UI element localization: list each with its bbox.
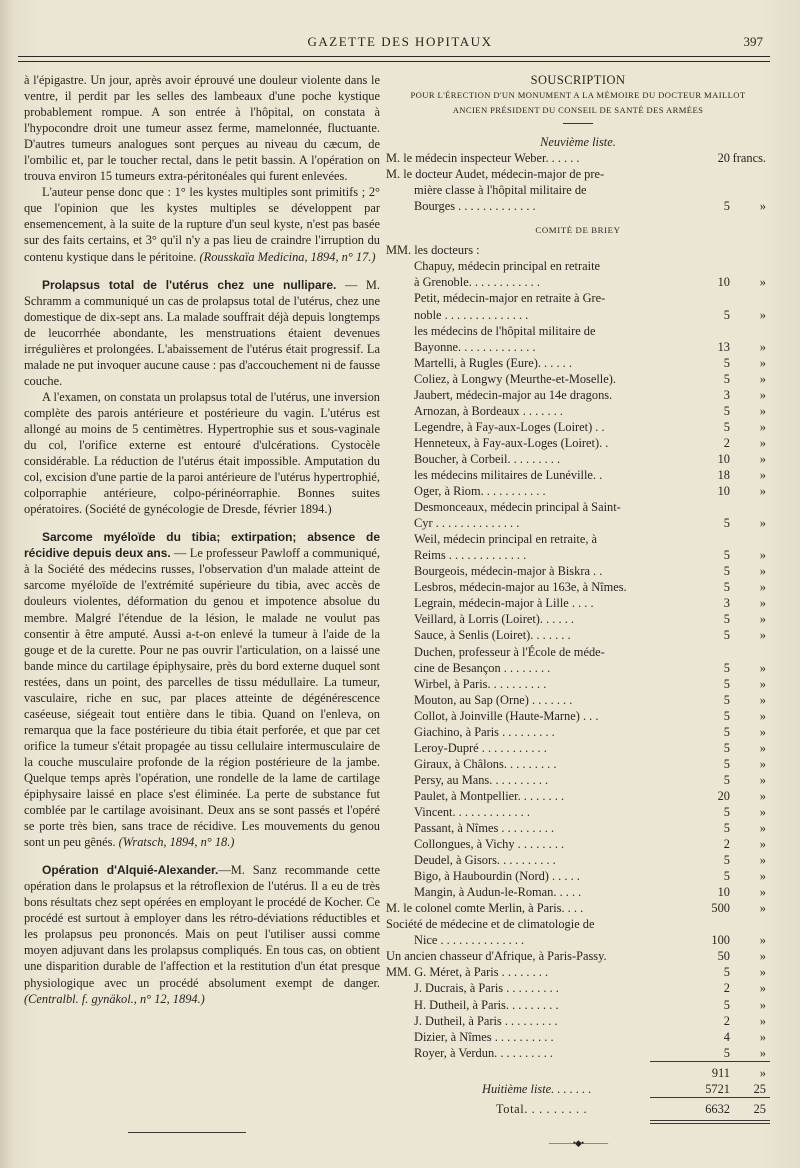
- amount: 4: [723, 1029, 730, 1044]
- subscriber-name: Duchen, professeur à l'École de méde-: [414, 644, 605, 659]
- subscriber-row: [386, 708, 770, 724]
- unit: »: [759, 901, 766, 916]
- subscriber-row: [386, 531, 770, 547]
- amount: 5: [723, 355, 730, 370]
- article-prolapsus: [24, 277, 380, 389]
- amount: 5: [723, 740, 730, 755]
- subscriber-name: MM. G. Méret, à Paris . . . . . . . .: [386, 965, 549, 980]
- list-title: Neuvième liste.: [540, 135, 616, 150]
- article-title: Sarcome myéloïde du tibia; extirpation; absence de récidive depuis deux ans.: [24, 530, 380, 561]
- amount: 10: [717, 275, 730, 290]
- unit: »: [759, 596, 766, 611]
- page-number: 397: [743, 34, 763, 49]
- subscription-title: SOUSCRIPTION: [530, 73, 626, 87]
- unit: »: [759, 933, 766, 948]
- amount: 6632: [705, 1101, 730, 1116]
- amount: 10: [717, 451, 730, 466]
- subscriber-name: Cyr . . . . . . . . . . . . . .: [414, 516, 520, 531]
- unit: »: [759, 516, 766, 531]
- subscriber-row: [386, 676, 770, 692]
- header-rule: [18, 56, 770, 62]
- subscription-subtitle-2: ANCIEN PRÉSIDENT DU CONSEIL DE SANTÉ DES ARMÉES: [452, 105, 704, 116]
- amount: 50: [717, 949, 730, 964]
- amount: 20: [717, 151, 730, 166]
- unit: »: [759, 821, 766, 836]
- unit: »: [759, 199, 766, 214]
- subscriber-name: Veillard, à Lorris (Loiret). . . . . .: [414, 612, 574, 627]
- subscriber-name: Lesbros, médecin-major au 163e, à Nîmes.: [414, 580, 627, 595]
- subscriber-row: [386, 307, 770, 323]
- subscriber-row: [386, 387, 770, 403]
- unit: »: [759, 853, 766, 868]
- amount: 5: [723, 1045, 730, 1060]
- amount: 5: [723, 403, 730, 418]
- amount: 20: [717, 788, 730, 803]
- subscriber-row: [386, 323, 770, 339]
- double-rule: [386, 1117, 770, 1127]
- subscriber-name: Bourgeois, médecin-major à Biskra . .: [414, 564, 603, 579]
- amount: 18: [717, 467, 730, 482]
- unit: »: [759, 949, 766, 964]
- subscriber-name: Arnozan, à Bordeaux . . . . . . .: [414, 403, 563, 418]
- subscriber-name: M. le médecin inspecteur Weber. . . . . .: [386, 151, 580, 166]
- subscription-subtitle: POUR L'ÉRECTION D'UN MONUMENT A LA MÉMOIRE DU DOCTEUR MAILLOT: [410, 90, 746, 101]
- subscriber-row: [386, 740, 770, 756]
- unit: »: [759, 981, 766, 996]
- subscriber-name: Jaubert, médecin-major au 14e dragons.: [414, 387, 613, 402]
- amount: 5: [723, 756, 730, 771]
- subscriber-name: mière classe à l'hôpital militaire de: [414, 183, 587, 198]
- right-column: [386, 72, 770, 1151]
- subscriber-name: les médecins de l'hôpital militaire de: [414, 323, 596, 338]
- subscriber-name: Legendre, à Fay-aux-Loges (Loiret) . .: [414, 419, 605, 434]
- amount: 5: [723, 419, 730, 434]
- subscriber-row: [386, 900, 770, 916]
- subscriber-row: [386, 1045, 770, 1061]
- subscriber-row: [386, 355, 770, 371]
- subscriber-row: [386, 150, 770, 166]
- amount: 5: [723, 724, 730, 739]
- amount: 500: [711, 901, 730, 916]
- subscriber-row: [386, 579, 770, 595]
- amount: 5: [723, 853, 730, 868]
- unit: »: [759, 724, 766, 739]
- subscriber-name: Persy, au Mans. . . . . . . . . .: [414, 772, 549, 787]
- unit: »: [759, 772, 766, 787]
- left-column: [24, 72, 380, 1007]
- subscriber-row: [386, 852, 770, 868]
- subscriber-name: Mouton, au Sap (Orne) . . . . . . .: [414, 692, 573, 707]
- subscriber-name: les médecins militaires de Lunéville. .: [414, 467, 603, 482]
- subscriber-row: [386, 932, 770, 948]
- subscriber-row: [386, 467, 770, 483]
- amount: 5: [723, 997, 730, 1012]
- amount: 5: [723, 548, 730, 563]
- subscriber-list-top: [386, 150, 770, 214]
- subscriber-row: [386, 198, 770, 214]
- unit: 25: [753, 1101, 766, 1116]
- subscriber-name: Wirbel, à Paris. . . . . . . . . .: [414, 676, 547, 691]
- unit: »: [759, 869, 766, 884]
- unit: »: [759, 997, 766, 1012]
- amount: 5: [723, 676, 730, 691]
- subscriber-name: Desmonceaux, médecin principal à Saint-: [414, 500, 621, 515]
- amount: 10: [717, 484, 730, 499]
- subscriber-row: [386, 258, 770, 274]
- subscriber-name: Henneteux, à Fay-aux-Loges (Loiret). .: [414, 435, 609, 450]
- amount: 5: [723, 708, 730, 723]
- paragraph-kystes-end: à l'épigastre. Un jour, après avoir éprouvé une douleur violente dans le ventre, il perdit par les selles des lambeaux d'une poche kystique probablement rompue. A son entrée à l'hôpital, on constata à l'hypocondre droit une tumeur assez ferme, mamelonnée, fluctuante. D'autres tumeurs analogues sont perçues au niveau du cæcum, de l'ombilic et, par le toucher rectal, dans le petit bassin. A l'opération on trouva environ 15 tumeurs extra-péritonéales qui furent enlevées.: [24, 73, 380, 184]
- unit: »: [759, 467, 766, 482]
- amount: 5: [723, 612, 730, 627]
- subscriber-name: Oger, à Riom. . . . . . . . . . .: [414, 484, 546, 499]
- subscriber-row: [386, 692, 770, 708]
- amount: 5721: [705, 1081, 730, 1096]
- unit: »: [759, 740, 766, 755]
- paragraph-text: L'auteur pense donc que : 1° les kystes multiples sont primitifs ; 2° que l'opinion que les kystes multiples se développent par ensemencement, à la suite de la rupture d'un seul kyste, n'est pas basée sur des faits certains, et 3° qu'il n'y a pas lieu de craindre l'irruption du contenu kystique dans le péritoine.: [24, 185, 380, 264]
- subscriber-row: [386, 660, 770, 676]
- column-end-rule: [128, 1132, 246, 1133]
- subscriber-name: Giachino, à Paris . . . . . . . . .: [414, 724, 555, 739]
- unit: »: [759, 885, 766, 900]
- subscriber-name: Un ancien chasseur d'Afrique, à Paris-Passy.: [386, 949, 607, 964]
- subscriber-name: Bigo, à Haubourdin (Nord) . . . . .: [414, 869, 580, 884]
- label: Total. . . . . . . . .: [496, 1101, 588, 1116]
- subscriber-row: [386, 547, 770, 563]
- subscriber-row: [386, 916, 770, 932]
- paragraph-conclusions: [24, 184, 380, 264]
- unit: »: [759, 339, 766, 354]
- subscriber-row: [386, 166, 770, 182]
- subscriber-name: Paulet, à Montpellier. . . . . . . .: [414, 788, 565, 803]
- amount: 5: [723, 628, 730, 643]
- unit: »: [759, 403, 766, 418]
- amount: 5: [723, 692, 730, 707]
- unit: »: [759, 307, 766, 322]
- reference: (Rousskaïa Medicina, 1894, n° 17.): [199, 249, 376, 264]
- unit: »: [759, 1029, 766, 1044]
- subscriber-row: [386, 339, 770, 355]
- subscriber-row: [386, 371, 770, 387]
- subscriber-name: Mangin, à Audun-le-Roman. . . . .: [414, 885, 582, 900]
- subscriber-row: [386, 644, 770, 660]
- subscriber-name: H. Dutheil, à Paris. . . . . . . . .: [414, 997, 559, 1012]
- amount: 5: [723, 564, 730, 579]
- unit: »: [759, 965, 766, 980]
- amount: 5: [723, 821, 730, 836]
- subscriber-row: [386, 868, 770, 884]
- unit: »: [759, 387, 766, 402]
- subscriber-row: [386, 419, 770, 435]
- amount: 5: [723, 965, 730, 980]
- article-alquie: [24, 862, 380, 1006]
- label: Huitième liste. . . . . . .: [482, 1081, 592, 1096]
- subscriber-row: [386, 182, 770, 198]
- total-row: [386, 1101, 770, 1117]
- article-text: — Le professeur Pawloff a communiqué, à la Société des médecins russes, l'observation d'un malade atteint de sarcome myéloïde de l'extrémité supérieure du tibia, avec accès de douleurs violentes, déformation du genou et impotence absolue du membre. Malgré l'étendue de la lésion, le malade ne voulut pas consentir à être amputé. Aussi a-t-on enlevé la tumeur à l'aide de la gouge et de la curette. Pour ne pas ouvrir l'articulation, on a laissé une bande mince du cartilage épiphysaire, près du bord externe duquel sont restées, dans un point, des parcelles de tissu médullaire. La tumeur, vasculaire, riche en suc, par places atteinte de dégénérescence caséeuse, siégeait tout entière dans le tibia. Quand on l'enleva, on remarqua que la face postérieure du tibia était perforée, et que par cet orifice la tumeur s'était propagée au tissu cellulaire intermusculaire de la couche musculaire profonde de la région postérieure de la jambe. Quelque temps après l'opération, une rondelle de la lame de cartilage épiphysaire laissé en place s'est éliminée. La perte de substance fut comblée par le cartilage avoisinant. Deux ans se sont passés et l'opéré se porte très bien, sans trace de récidive. Les mouvements du genou sont un peu gênés.: [24, 546, 380, 850]
- amount: 5: [723, 580, 730, 595]
- subscriber-name: Collot, à Joinville (Haute-Marne) . . .: [414, 708, 599, 723]
- subscriber-name: cine de Besançon . . . . . . . .: [414, 660, 551, 675]
- unit: »: [759, 419, 766, 434]
- unit: francs.: [732, 151, 766, 166]
- subscriber-name: MM. les docteurs :: [386, 243, 480, 258]
- amount: 2: [723, 837, 730, 852]
- subscriber-row: [386, 997, 770, 1013]
- subscriber-name: Dizier, à Nîmes . . . . . . . . . .: [414, 1029, 554, 1044]
- subscriber-name: Vincent. . . . . . . . . . . . .: [414, 804, 530, 819]
- amount: 5: [723, 869, 730, 884]
- subscriber-row: [386, 563, 770, 579]
- subscriber-row: [386, 627, 770, 643]
- article-title: Prolapsus total de l'utérus chez une nullipare.: [42, 277, 337, 292]
- committee-heading: COMITÉ DE BRIEY: [535, 225, 621, 236]
- reference: (Centralbl. f. gynäkol., n° 12, 1894.): [24, 991, 205, 1006]
- subscriber-name: Martelli, à Rugles (Eure). . . . . .: [414, 355, 572, 370]
- unit: »: [759, 275, 766, 290]
- unit: »: [759, 756, 766, 771]
- unit: »: [759, 837, 766, 852]
- subscriber-row: [386, 980, 770, 996]
- unit: »: [759, 564, 766, 579]
- subscriber-row: [386, 403, 770, 419]
- amount: 911: [711, 1065, 730, 1080]
- subscriber-row: [386, 836, 770, 852]
- subscriber-list-briey: [386, 242, 770, 1060]
- amount: 10: [717, 885, 730, 900]
- unit: »: [759, 1045, 766, 1060]
- subscriber-row: [386, 884, 770, 900]
- subscriber-name: Bayonne. . . . . . . . . . . . .: [414, 339, 536, 354]
- article-text: — M. Schramm a communiqué un cas de prolapsus total de l'utérus, chez une domestique de dix-sept ans. La malade souffrait déjà depuis longtemps de leucorrhée abondante, les menstruations étaient devenues irrégulières et prolongées. L'abaissement de l'utérus était progressif. La malade ne put invoquer aucune cause : pas d'accouchement ni de fausse couche.: [24, 277, 381, 388]
- amount: 5: [723, 371, 730, 386]
- amount: 2: [723, 1013, 730, 1028]
- subscriber-row: [386, 724, 770, 740]
- subscriber-row: [386, 1013, 770, 1029]
- journal-title: GAZETTE DES HOPITAUX: [307, 34, 493, 49]
- subscriber-name: Weil, médecin principal en retraite, à: [414, 532, 598, 547]
- unit: »: [759, 548, 766, 563]
- unit: »: [759, 451, 766, 466]
- amount: 3: [723, 596, 730, 611]
- unit: »: [759, 804, 766, 819]
- subscriber-name: J. Ducrais, à Paris . . . . . . . . .: [414, 981, 559, 996]
- amount: 5: [723, 307, 730, 322]
- subscriber-name: Deudel, à Gisors. . . . . . . . . .: [414, 853, 556, 868]
- subscriber-name: Leroy-Dupré . . . . . . . . . . .: [414, 740, 547, 755]
- unit: »: [759, 355, 766, 370]
- subscriber-row: [386, 804, 770, 820]
- subscriber-name: Sauce, à Senlis (Loiret). . . . . . .: [414, 628, 571, 643]
- subscriber-row: [386, 772, 770, 788]
- amount: 5: [723, 660, 730, 675]
- paragraph-examen: A l'examen, on constata un prolapsus total de l'utérus, une inversion complète des parois antérieure et postérieure du vagin. L'utérus est allongé au moins de 5 centimètres. Hypertrophie sus et sous-vaginale du col, l'orifice externe est entouré d'ulcérations. Cystocèle considérable. La réduction de l'utérus était impossible. Amputation du col, excision d'une partie de la paroi antérieure de l'utérus hypertrophié, colporraphie antérieure, colpo-périnéorraphie. Bonnes suites opératoires. (Société de gynécologie de Dresde, février 1894.): [24, 389, 380, 517]
- unit: »: [759, 708, 766, 723]
- amount: 5: [723, 804, 730, 819]
- amount: 100: [711, 933, 730, 948]
- subscriber-row: [386, 756, 770, 772]
- subscriber-row: [386, 515, 770, 531]
- subscriber-name: Nice . . . . . . . . . . . . . .: [414, 933, 525, 948]
- amount: 2: [723, 435, 730, 450]
- article-title: Opération d'Alquié-Alexander.: [42, 863, 219, 878]
- previous-list-row: [386, 1081, 770, 1097]
- amount: 3: [723, 387, 730, 402]
- subscriber-row: [386, 611, 770, 627]
- subscriber-row: [386, 499, 770, 515]
- subscriber-row: [386, 274, 770, 290]
- unit: »: [759, 676, 766, 691]
- unit: »: [759, 484, 766, 499]
- amount: 5: [723, 199, 730, 214]
- amount: 2: [723, 981, 730, 996]
- subscriber-name: M. le docteur Audet, médecin-major de pre-: [386, 167, 605, 182]
- unit: »: [759, 788, 766, 803]
- subscriber-row: [386, 242, 770, 258]
- subscriber-row: [386, 483, 770, 499]
- article-sarcome: [24, 529, 380, 850]
- subscriber-row: [386, 451, 770, 467]
- amount: 13: [717, 339, 730, 354]
- subscriber-name: Chapuy, médecin principal en retraite: [414, 259, 601, 274]
- subscriber-name: à Grenoble. . . . . . . . . . . .: [414, 275, 540, 290]
- subscriber-row: [386, 290, 770, 306]
- unit: »: [759, 371, 766, 386]
- subscriber-name: Passant, à Nîmes . . . . . . . . .: [414, 821, 555, 836]
- subscriber-name: Bourges . . . . . . . . . . . . .: [414, 199, 536, 214]
- subscriber-name: Coliez, à Longwy (Meurthe-et-Moselle).: [414, 371, 616, 386]
- amount: 5: [723, 772, 730, 787]
- ornament: ———•◆•———: [548, 1137, 608, 1148]
- subscriber-row: [386, 595, 770, 611]
- article-text: —M. Sanz recommande cette opération dans le prolapsus et la rétroflexion de l'utérus. Il a eu de très bons résultats chez sept opérées en employant le procédé de Kocher. Ce procédé est surtout à employer dans les rétro-déviations réductibles et les prolapsus peu prononcés. Mais on peut l'utiliser aussi comme moyen adjuvant dans les prolapsus compliqués. En tous cas, on obtient une disparition durable de l'affection et la restitution d'un état presque physiologique avec un procédé absolument exempt de danger.: [24, 863, 380, 990]
- subscriber-row: [386, 435, 770, 451]
- subscriber-name: Société de médecine et de climatologie de: [386, 917, 595, 932]
- unit: »: [759, 435, 766, 450]
- subscriber-row: [386, 788, 770, 804]
- subscriber-row: [386, 820, 770, 836]
- unit: 25: [753, 1081, 766, 1096]
- subscriber-row: [386, 948, 770, 964]
- unit: »: [759, 612, 766, 627]
- subscriber-name: Royer, à Verdun. . . . . . . . . .: [414, 1045, 553, 1060]
- subscriber-name: M. le colonel comte Merlin, à Paris. . . .: [386, 901, 584, 916]
- unit: »: [759, 580, 766, 595]
- unit: »: [759, 660, 766, 675]
- subscriber-row: [386, 964, 770, 980]
- subscriber-name: noble . . . . . . . . . . . . . .: [414, 307, 529, 322]
- unit: »: [759, 1013, 766, 1028]
- subscriber-name: Boucher, à Corbeil. . . . . . . . .: [414, 451, 561, 466]
- unit: »: [759, 628, 766, 643]
- subscriber-name: Reims . . . . . . . . . . . . .: [414, 548, 527, 563]
- unit: »: [759, 692, 766, 707]
- amount: 5: [723, 516, 730, 531]
- subscriber-name: J. Dutheil, à Paris . . . . . . . . .: [414, 1013, 558, 1028]
- subscriber-name: Legrain, médecin-major à Lille . . . .: [414, 596, 594, 611]
- reference: (Wratsch, 1894, n° 18.): [118, 835, 235, 850]
- unit: »: [759, 1065, 766, 1080]
- subscriber-name: Giraux, à Châlons. . . . . . . . .: [414, 756, 557, 771]
- divider: [563, 123, 593, 124]
- subscriber-name: Petit, médecin-major en retraite à Gre-: [414, 291, 606, 306]
- subtotal-row: [386, 1065, 770, 1081]
- running-head: [0, 34, 800, 54]
- subscriber-row: [386, 1029, 770, 1045]
- subscriber-name: Collongues, à Vichy . . . . . . . .: [414, 837, 565, 852]
